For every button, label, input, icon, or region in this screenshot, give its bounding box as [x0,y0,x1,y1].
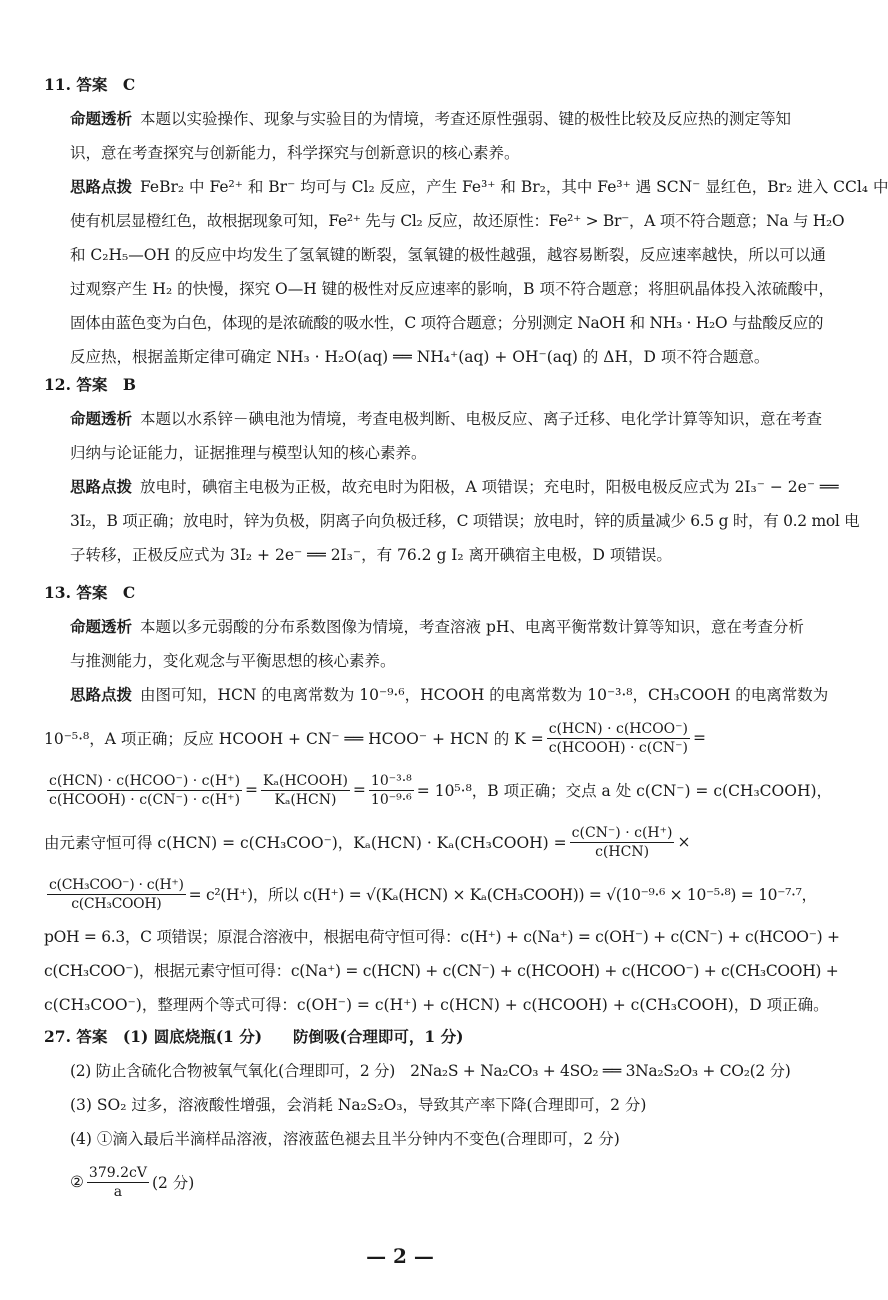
q13-fraction [47,877,186,912]
q27-fraction [87,1165,149,1200]
q11-solution-text: 和 C₂H₅—OH 的反应中均发生了氢氧键的断裂，氢氧键的极性越强，越容易断裂，反应速率越快，所以可以通 [70,246,826,264]
q13-text: pOH = 6.3，C 项错误；原混合溶液中，根据电荷守恒可得：c(H⁺) + c(Na⁺) = c(OH⁻) + c(CN⁻) + c(HCOO⁻) + [44,928,840,946]
q12-solution-text: 子转移，正极反应式为 3I₂ + 2e⁻ ══ 2I₃⁻，有 76.2 g I₂ 离开碘宿主电极，D 项错误。 [70,546,672,564]
q12-answer: 12. 答案 B [44,375,136,394]
fraction-denominator: 10⁻⁹·⁶ [370,791,412,808]
q13-text: 10⁻⁵·⁸，A 项正确；反应 HCOOH + CN⁻ ══ HCOO⁻ + HCN 的 K = [44,730,544,748]
q13-text: c(CH₃COO⁻)，根据元素守恒可得：c(Na⁺) = c(HCN) + c(CN⁻) + c(HCOOH) + c(HCOO⁻) + c(CH₃COOH) + [44,962,839,980]
fraction-denominator: c(HCOOH) · c(CN⁻) · c(H⁺) [49,791,241,808]
q27-answer: 27. 答案 (1) 圆底烧瓶(1 分) 防倒吸(合理即可，1 分) [44,1027,464,1046]
q11-solution-text: 过观察产生 H₂ 的快慢，探究 O—H 键的极性对反应速率的影响，B 项不符合题意；将胆矾晶体投入浓硫酸中， [70,280,834,298]
q13-math [44,712,840,1022]
q12-analysis-text: 本题以水系锌－碘电池为情境，考查电极判断、电极反应、离子迁移、电化学计算等知识，意在考查 [140,410,823,428]
q13-solution [44,678,829,712]
q11-analysis-text: 本题以实验操作、现象与实验目的为情境，考查还原性强弱、键的极性比较及反应热的测定等知 [140,110,792,128]
question-13 [44,576,840,1022]
q13-fraction [570,825,675,860]
q13-equation-row [44,712,774,764]
q13-text: = c²(H⁺)，所以 c(H⁺) = √(Kₐ(HCN) × Kₐ(CH₃COOH)) = √(10⁻⁹·⁶ × 10⁻⁵·⁸) = 10⁻⁷·⁷， [188,886,817,904]
q27-line: (4) ①滴入最后半滴样品溶液，溶液蓝色褪去且半分钟内不变色(合理即可，2 分) [70,1130,620,1148]
fraction-denominator: c(HCN) [595,843,650,860]
q13-text: c(CH₃COO⁻)，整理两个等式可得：c(OH⁻) = c(H⁺) + c(HCN) + c(HCOOH) + c(CH₃COOH)，D 项正确。 [44,996,829,1014]
q12-analysis [44,402,823,470]
fraction-numerator: c(CH₃COO⁻) · c(H⁺) [49,876,184,893]
fraction-denominator: a [113,1183,123,1200]
fraction-numerator: c(HCN) · c(HCOO⁻) · c(H⁺) [49,772,241,789]
fraction-numerator: c(HCN) · c(HCOO⁻) [548,720,689,737]
q13-equation-row [44,764,833,816]
q13-analysis-text: 与推测能力，变化观念与平衡思想的核心素养。 [70,652,396,670]
q27-last-line [70,1156,774,1208]
fraction-numerator: 10⁻³·⁸ [370,772,412,789]
page-number: — 2 — [366,1244,434,1268]
q13-text: 由元素守恒可得 c(HCN) = c(CH₃COO⁻)，Kₐ(HCN) · Kₐ(CH₃COOH) = [44,834,567,852]
q11-solution-label: 思路点拨 [70,177,133,196]
q13-analysis-label: 命题透析 [70,617,133,636]
fraction-numerator: Kₐ(HCOOH) [263,772,348,789]
q12-solution-text: 放电时，碘宿主电极为正极，故充电时为阳极，A 项错误；充电时，阳极电极反应式为 2I₃⁻ − 2e⁻ ══ [140,478,839,496]
q13-answer: 13. 答案 C [44,583,136,602]
q13-fraction [369,773,414,808]
q11-analysis [44,102,792,170]
q11-solution-text: 反应热，根据盖斯定律可确定 NH₃ · H₂O(aq) ══ NH₄⁺(aq) + OH⁻(aq) 的 ΔH，D 项不符合题意。 [70,348,770,366]
q12-solution-label: 思路点拨 [70,477,133,496]
q13-fraction [47,773,242,808]
q11-solution-text: FeBr₂ 中 Fe²⁺ 和 Br⁻ 均可与 Cl₂ 反应，产生 Fe³⁺ 和 Br₂，其中 Fe³⁺ 遇 SCN⁻ 显红色，Br₂ 进入 CCl₄ 中 [140,178,888,196]
q12-analysis-text: 归纳与论证能力，证据推理与模型认知的核心素养。 [70,444,427,462]
fraction-numerator: c(CN⁻) · c(H⁺) [571,824,673,841]
q27-line: (2) 防止含硫化合物被氧气氧化(合理即可，2 分) 2Na₂S + Na₂CO₃ + 4SO₂ ══ 3Na₂S₂O₃ + CO₂(2 分) [70,1062,791,1080]
q13-fraction [547,721,690,756]
question-11 [44,68,888,374]
q11-analysis-label: 命题透析 [70,109,133,128]
q13-analysis [44,610,804,678]
q27-circled-two: ② [70,1173,84,1191]
q11-analysis-text: 识，意在考查探究与创新能力，科学探究与创新意识的核心素养。 [70,144,520,162]
fraction-numerator: 379.2cV [88,1164,147,1181]
fraction-denominator: c(HCOOH) · c(CN⁻) [548,739,689,756]
q13-equation-row [44,868,817,920]
q11-answer: 11. 答案 C [44,75,136,94]
times-sign: × [677,833,691,851]
equals-sign: = [693,729,707,747]
q13-solution-label: 思路点拨 [70,685,133,704]
q11-solution-text: 固体由蓝色变为白色，体现的是浓硫酸的吸水性，C 项符合题意；分别测定 NaOH 和 NH₃ · H₂O 与盐酸反应的 [70,314,824,332]
question-12 [44,368,860,572]
q12-solution-text: 3I₂，B 项正确；放电时，锌为负极，阴离子向负极迁移，C 项错误；放电时，锌的质量减少 6.5 g 时，有 0.2 mol 电 [70,512,860,530]
q13-text: = 10⁵·⁸，B 项正确；交点 a 处 c(CN⁻) = c(CH₃COOH)， [416,782,833,800]
q11-solution [44,170,888,374]
equals-sign: = [245,781,259,799]
q13-equation-row [44,816,774,868]
q11-solution-text: 使有机层显橙红色，故根据现象可知，Fe²⁺ 先与 Cl₂ 反应，故还原性：Fe²⁺ > Br⁻，A 项不符合题意；Na 与 H₂O [70,212,845,230]
q27-score: (2 分) [151,1174,195,1192]
question-27 [44,1020,791,1208]
q13-fraction [261,773,350,808]
q27-lines [44,1054,791,1208]
q12-solution [44,470,860,572]
q13-analysis-text: 本题以多元弱酸的分布系数图像为情境，考查溶液 pH、电离平衡常数计算等知识，意在考查分析 [140,618,804,636]
q12-analysis-label: 命题透析 [70,409,133,428]
fraction-denominator: c(CH₃COOH) [71,895,162,912]
q27-line: (3) SO₂ 过多，溶液酸性增强，会消耗 Na₂S₂O₃，导致其产率下降(合理即可，2 分) [70,1096,647,1114]
q13-solution-text: 由图可知，HCN 的电离常数为 10⁻⁹·⁶，HCOOH 的电离常数为 10⁻³·⁸，CH₃COOH 的电离常数为 [140,686,829,704]
equals-sign: = [352,781,366,799]
fraction-denominator: Kₐ(HCN) [274,791,337,808]
